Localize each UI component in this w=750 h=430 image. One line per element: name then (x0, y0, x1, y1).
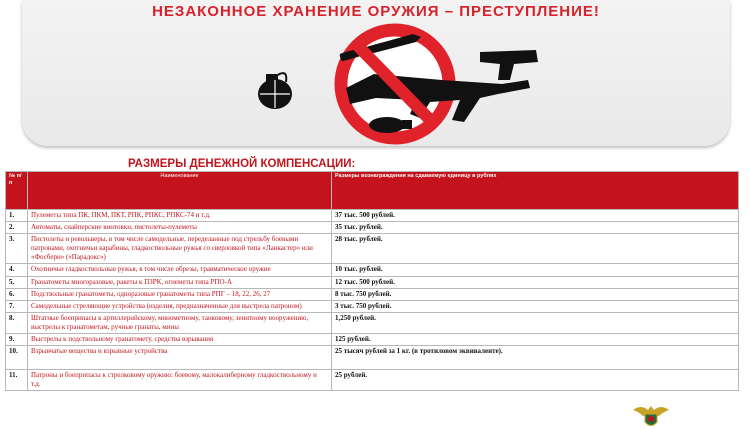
row-name: Взрывчатые вещества и взрывные устройства (28, 346, 332, 370)
row-value: 37 тыс. 500 рублей. (332, 210, 739, 222)
row-num: 9. (6, 334, 28, 346)
table-row (6, 234, 739, 264)
table-header-row (6, 172, 739, 210)
warning-banner (22, 0, 730, 146)
row-value: 25 тысяч рублей за 1 кг. (в тротиловом эквиваленте). (332, 346, 739, 370)
row-num: 10. (6, 346, 28, 370)
row-num: 11. (6, 370, 28, 391)
row-name: Пулеметы типа ПК, ПКМ, ПКТ, РПК, РПКС, РПКС-74 и т.д. (28, 210, 332, 222)
row-name: Выстрелы к подствольному гранатомету, средства взрывания (28, 334, 332, 346)
table-row (6, 276, 739, 288)
pistol-icon (480, 50, 538, 80)
row-num: 7. (6, 300, 28, 312)
row-name: Гранатометы многоразовые, ракеты к ПЗРК, огнеметы типа РПО-А (28, 276, 332, 288)
row-value: 25 рублей. (332, 370, 739, 391)
row-num: 8. (6, 312, 28, 333)
row-value: 35 тыс. рублей. (332, 222, 739, 234)
weapons-prohibited-illustration (180, 22, 600, 146)
table-row (6, 334, 739, 346)
row-name: Охотничьи гладкоствольные ружья, в том числе обрезы, травматическое оружие (28, 264, 332, 276)
row-num: 6. (6, 288, 28, 300)
table-row (6, 222, 739, 234)
row-name: Подствольные гранатометы, одноразовые гранатометы типа РПГ – 18, 22, 26, 27 (28, 288, 332, 300)
row-name: Самодельные стреляющие устройства (изделия, предназначенные для выстрела патроном) (28, 300, 332, 312)
row-value: 125 рублей. (332, 334, 739, 346)
compensation-table (5, 171, 739, 391)
row-name: Патроны и боеприпасы к стрелковому оружию: боевому, малокалиберному гладкоствольному и т.д. (28, 370, 332, 391)
table-row (6, 346, 739, 370)
row-num: 5. (6, 276, 28, 288)
row-num: 3. (6, 234, 28, 264)
grenade-icon (258, 73, 292, 109)
table-row (6, 312, 739, 333)
row-num: 2. (6, 222, 28, 234)
row-value: 10 тыс. рублей. (332, 264, 739, 276)
row-name: Автоматы, снайперские винтовки, пистолеты-пулеметы (28, 222, 332, 234)
banner-title: НЕЗАКОННОЕ ХРАНЕНИЕ ОРУЖИЯ – ПРЕСТУПЛЕНИЕ! (152, 3, 600, 20)
police-emblem-icon (631, 402, 671, 430)
row-value: 1,250 рублей. (332, 312, 739, 333)
row-name: Штатные боеприпасы к артиллерийскому, минометному, танковому, зенитному вооружению, выстрелы к гранатометам, ручные гранаты, мины (28, 312, 332, 333)
header-num: № п/п (6, 172, 28, 210)
header-name: Наименование (28, 172, 332, 210)
row-name: Пистолеты и револьверы, в том числе самодельные, переделанные под стрельбу боевыми патронами, охотничьи карабины, гладкоствольные ружья со сверловкой типа «Ланкастер» или «Фосберн» («Парадокс») (28, 234, 332, 264)
row-value: 12 тыс. 500 рублей. (332, 276, 739, 288)
header-value: Размеры вознаграждения на сдаваемую единицу в рублях (332, 172, 739, 210)
table-row (6, 300, 739, 312)
row-num: 4. (6, 264, 28, 276)
row-value: 8 тыс. 750 рублей. (332, 288, 739, 300)
row-value: 28 тыс. рублей. (332, 234, 739, 264)
table-row (6, 264, 739, 276)
table-row (6, 288, 739, 300)
row-num: 1. (6, 210, 28, 222)
table-row (6, 210, 739, 222)
table-row (6, 370, 739, 391)
compensation-section-title: РАЗМЕРЫ ДЕНЕЖНОЙ КОМПЕНСАЦИИ: (128, 158, 356, 170)
row-value: 3 тыс. 750 рублей. (332, 300, 739, 312)
